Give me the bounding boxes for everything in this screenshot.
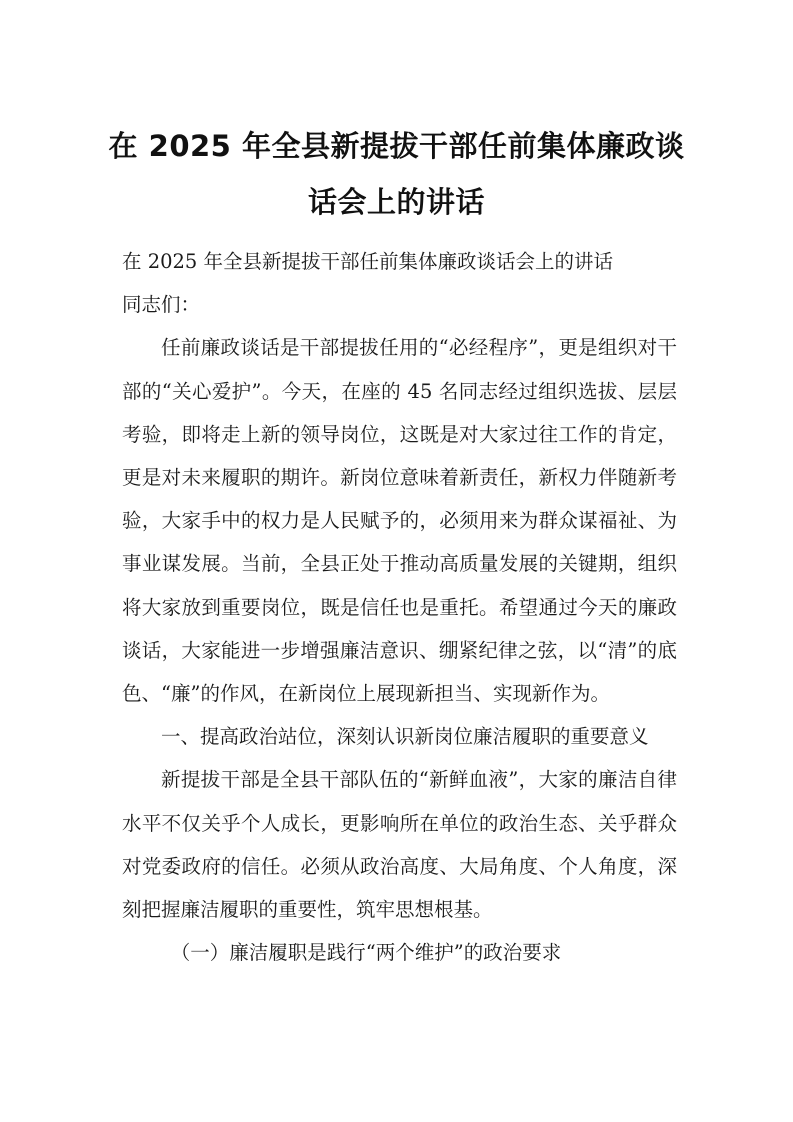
intro-paragraph: 任前廉政谈话是干部提拔任用的“必经程序”，更是组织对干部的“关心爱护”。今天，在座的 45 名同志经过组织选拔、层层考验，即将走上新的领导岗位，这既是对大家过往工作的肯定，更是对未来履职的期许。新岗位意味着新责任，新权力伴随新考验，大家手中的权力是人民赋予的，必须用来为群众谋福祉、为事业谋发展。当前，全县正处于推动高质量发展的关键期，组织将大家放到重要岗位，既是信任也是重托。希望通过今天的廉政谈话，大家能进一步增强廉洁意识、绷紧纪律之弦，以“清”的底色、“廉”的作风，在新岗位上展现新担当、实现新作为。 [122,336,677,706]
salutation-paragraph: 同志们： [122,293,201,317]
subsection-heading-1: （一）廉洁履职是践行“两个维护”的政治要求 [170,941,562,965]
section-heading-1: 一、提高政治站位，深刻认识新岗位廉洁履职的重要意义 [161,725,649,749]
document-title [100,118,693,230]
section-1-paragraph: 新提拔干部是全县干部队伍的“新鲜血液”，大家的廉洁自律水平不仅关乎个人成长，更影响所在单位的政治生态、关乎群众对党委政府的信任。必须从政治高度、大局角度、个人角度，深刻把握廉洁履职的重要性，筑牢思想根基。 [122,768,677,922]
document-title-line-1: 在 2025 年全县新提拔干部任前集体廉政谈 [108,129,685,163]
document-body [122,240,677,974]
subtitle-paragraph: 在 2025 年全县新提拔干部任前集体廉政谈话会上的讲话 [122,250,614,273]
document-title-line-2: 话会上的讲话 [307,185,485,219]
